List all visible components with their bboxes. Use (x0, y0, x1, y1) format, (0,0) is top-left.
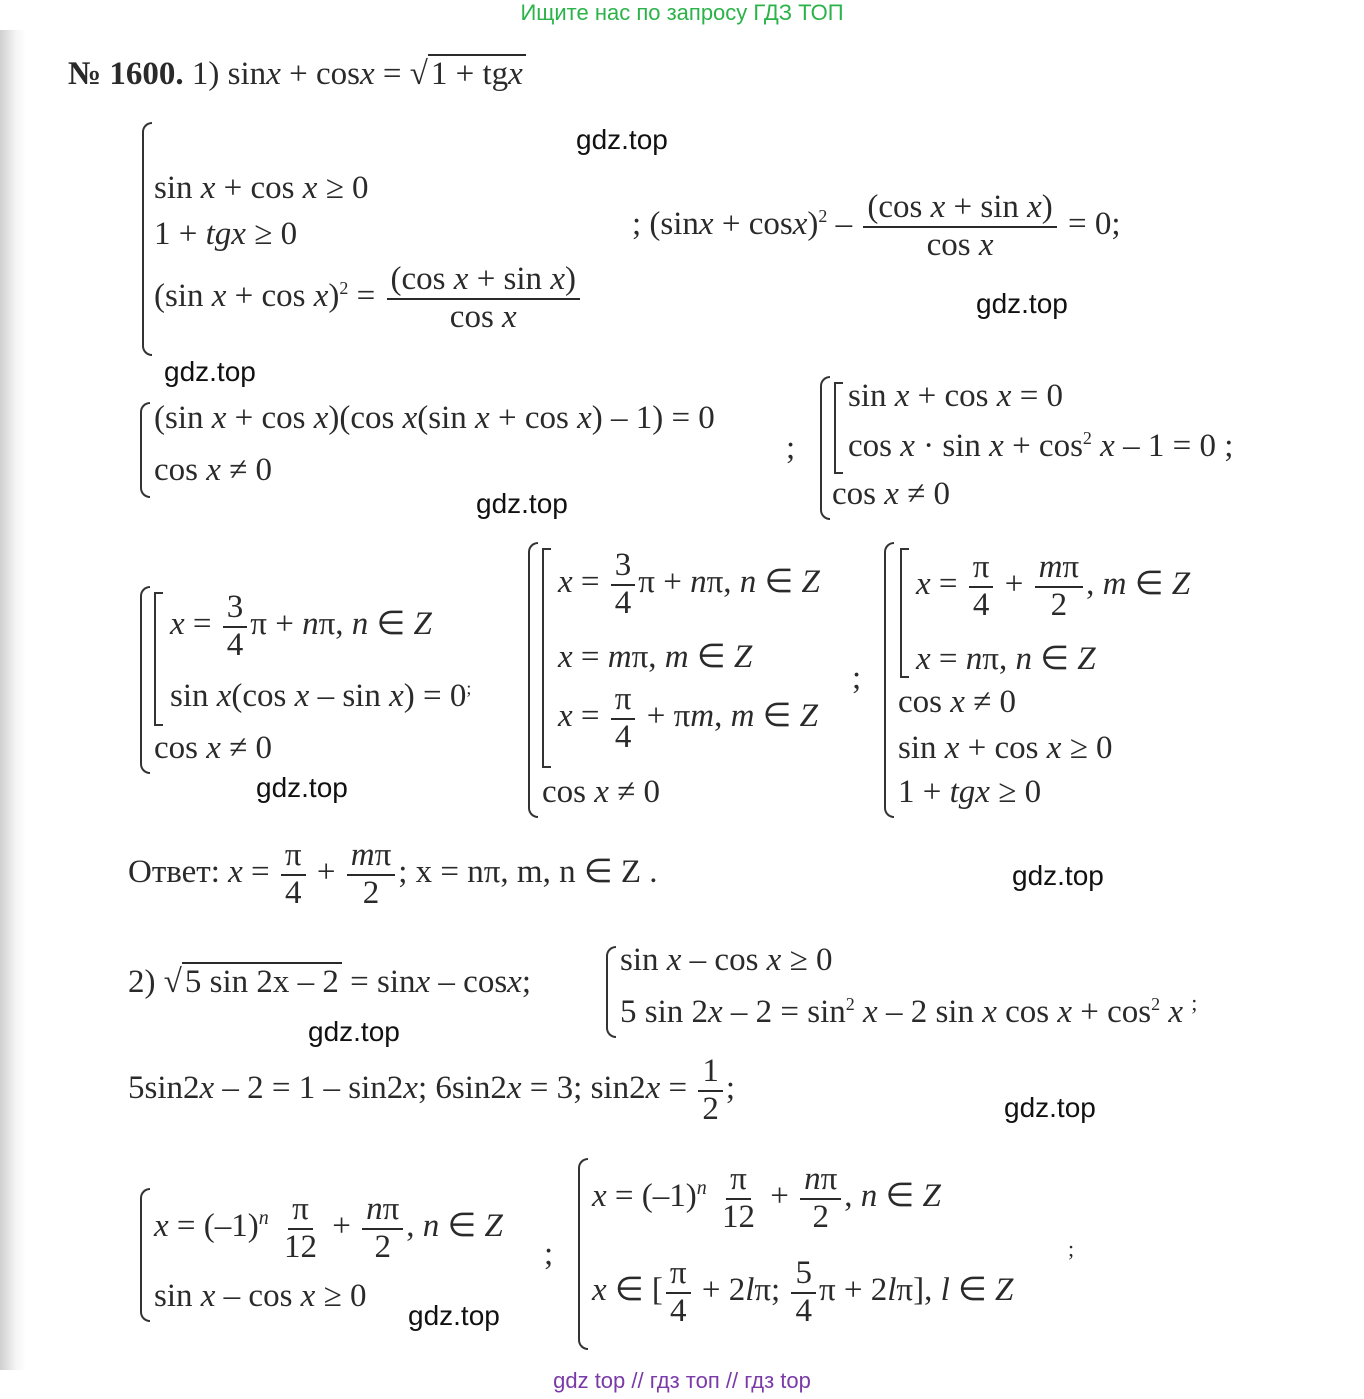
math-line: x = $\frac{3}{4}$ π + nπ, n ∈ Z (558, 547, 820, 621)
system-brace (820, 376, 830, 520)
watermark: gdz.top (256, 772, 348, 803)
union-bracket (542, 548, 551, 768)
math-line: sin x + cos x = 0 (848, 378, 1064, 414)
watermark: gdz.top (408, 1300, 500, 1331)
system-brace (140, 1188, 150, 1322)
watermark: gdz.top (976, 288, 1068, 319)
math-line: ; (1068, 1236, 1075, 1261)
math-line: cos x ≠ 0 (542, 774, 661, 810)
bottom-banner[interactable]: gdz top // гдз топ // гдз top (553, 1368, 811, 1393)
math-line: cos x ≠ 0 (832, 476, 951, 512)
watermark: gdz.top (1012, 860, 1104, 891)
math-line: x = $\frac{3}{4}$ π + nπ, n ∈ Z (170, 589, 432, 663)
math-line: cos x ≠ 0 (898, 684, 1017, 720)
part1-label: 1) (191, 56, 220, 92)
math-line: sin x + cos x ≥ 0 (898, 730, 1113, 766)
math-line: (sin x + cos x)(cos x(sin x + cos x) – 1) = 0 (154, 400, 715, 436)
system-brace (140, 402, 150, 498)
math-line: x = $\frac{\pi}{4}$ + $\frac{m\pi}{2}$ , m ∈ Z (916, 549, 1191, 623)
watermark: gdz.top (476, 488, 568, 519)
math-line: x = nπ, n ∈ Z (916, 641, 1096, 677)
math-line: $\cos x \cdot \sin x + \cos^2 x - 1 = 0$ ; (848, 428, 1234, 464)
page-edge-shadow (0, 30, 26, 1370)
system-brace (528, 542, 538, 818)
system-brace (578, 1158, 588, 1350)
system-brace (140, 586, 150, 774)
math-line: 1 + tgx ≥ 0 (154, 216, 298, 252)
math-line: $x = (-1)^n$ $\frac{\pi}{12}$ + $\frac{n\pi}{2}$ , n ∈ Z (154, 1191, 503, 1265)
math-line: sin x – cos x ≥ 0 (154, 1278, 367, 1314)
math-line: ; (786, 430, 796, 466)
math-line: 1 + tgx ≥ 0 (898, 774, 1042, 810)
watermark: gdz.top (308, 1016, 400, 1047)
math-line: sin x – cos x ≥ 0 (620, 942, 833, 978)
system-brace (142, 122, 152, 356)
math-line: x ∈ [ $\frac{\pi}{4}$ + 2lπ; $\frac{5}{4}$ π + 2lπ], l ∈ Z (592, 1255, 1014, 1329)
math-line: (sin x + cos x)$^2$ = $\frac{\text{(cos x + sin x)}}{\text{cos x}}$ (154, 262, 583, 335)
math-line: sin x + cos x ≥ 0 (154, 170, 369, 206)
math-line: sin x(cos x – sin x) = 0; (170, 678, 472, 714)
answer-label: Ответ: (128, 854, 220, 891)
math-line: 5 $\sin 2x - 2 = \sin^2 x - 2$ sin x $\cos x + \cos^2 x$ ; (620, 990, 1198, 1030)
union-bracket (154, 592, 163, 726)
part2-label: 2) (128, 964, 156, 1000)
math-line: ; (852, 660, 862, 696)
math-line: 5sin2x – 2 = 1 – sin2x; 6sin2x = 3; sin2x = $\frac{1}{2}$ ; (128, 1053, 736, 1127)
union-bracket (834, 382, 843, 474)
system-brace (606, 946, 616, 1038)
watermark: gdz.top (164, 356, 256, 387)
math-line: x = $\frac{\pi}{4}$ + πm, m ∈ Z (558, 681, 819, 755)
math-line: x = mπ, m ∈ Z (558, 639, 753, 675)
watermark: gdz.top (1004, 1092, 1096, 1123)
math-line: cos x ≠ 0 (154, 452, 273, 488)
math-line: ; (544, 1236, 554, 1272)
top-banner[interactable]: Ищите нас по запросу ГДЗ ТОП (520, 0, 844, 25)
math-line: $x = (-1)^n$ $\frac{\pi}{12}$ + $\frac{n\pi}{2}$ , n ∈ Z (592, 1161, 941, 1235)
answer-tail: ; x = nπ, m, n ∈ Z . (398, 854, 658, 891)
math-line: cos x ≠ 0 (154, 730, 273, 766)
watermark: gdz.top (576, 124, 668, 155)
answer-line: Ответ: x = $\frac{\pi}{4}$ + $\frac{m\pi}{2}$ ; x = nπ, m, n ∈ Z . (128, 837, 658, 911)
math-line: 2) √5 sin 2x – 2 = sinx – cosx; (128, 964, 531, 1000)
math-line: ; $(\sin x + \cos x)^2$ – $\frac{\text{(cos x + sin x)}}{\text{cos x}}$ = 0; (632, 189, 1121, 263)
problem-number: № 1600. (68, 56, 184, 92)
union-bracket (900, 548, 909, 678)
problem-title: № 1600. 1) sinx + cosx = √1 + tgx (68, 56, 526, 93)
system-brace (884, 542, 894, 818)
